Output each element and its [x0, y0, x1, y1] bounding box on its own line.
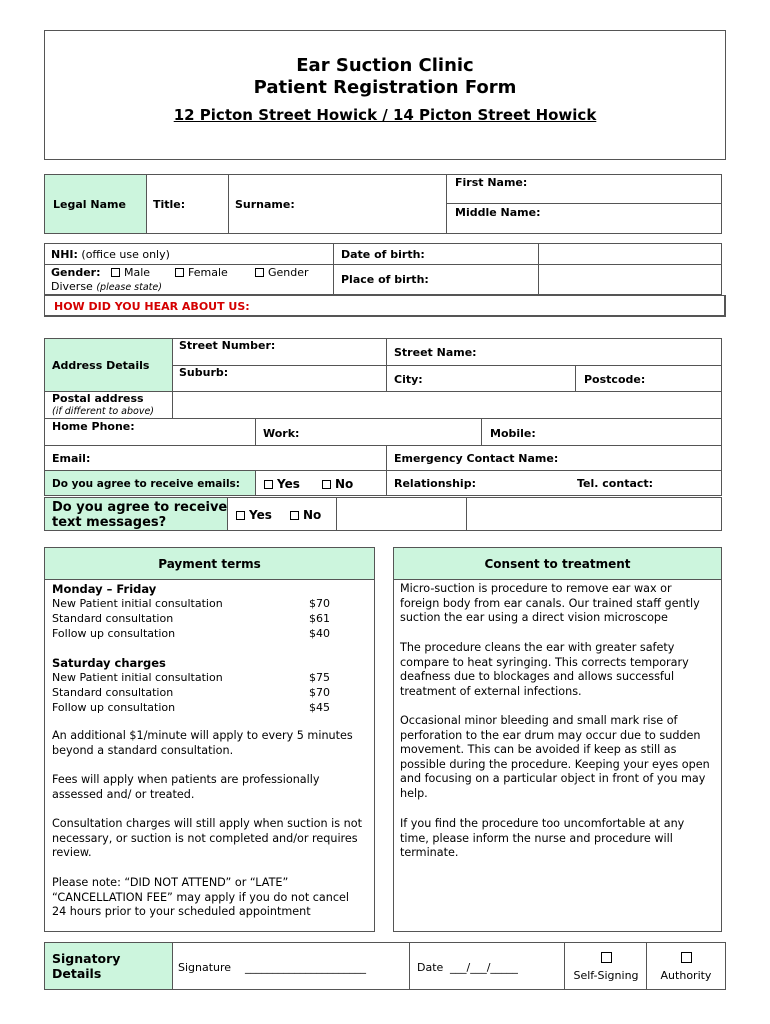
self-signing-option[interactable]: [564, 942, 647, 990]
agree-emails-label: Do you agree to receive emails:: [52, 478, 241, 490]
self-signing-label: Self-Signing: [573, 969, 639, 982]
mf-price: $61: [309, 612, 330, 625]
nhi-field[interactable]: [44, 243, 334, 265]
nhi-note: (office use only): [81, 248, 170, 261]
date-line: ___/___/_____: [450, 961, 518, 974]
payment-paragraph: An additional $1/minute will apply to every 5 minutes beyond a standard consultation.: [52, 729, 353, 757]
male-checkbox[interactable]: [111, 268, 120, 277]
mf-item: Follow up consultation: [52, 627, 176, 640]
consent-header: [394, 548, 721, 580]
pob-value[interactable]: [538, 264, 722, 295]
agree-emails-cell: [44, 470, 256, 496]
signatory-label-2: Details: [52, 966, 102, 981]
date-field[interactable]: [409, 942, 565, 990]
sat-item: New Patient initial consultation: [52, 671, 223, 684]
sat-title: Saturday charges: [52, 656, 166, 670]
city-field[interactable]: [386, 365, 576, 392]
email-label: Email:: [52, 452, 91, 465]
agree-text-label-1: Do you agree to receive: [52, 500, 228, 515]
legal-name-label: Legal Name: [53, 198, 126, 211]
mf-price: $40: [309, 627, 330, 640]
agree-text-label-2: text messages?: [52, 515, 167, 530]
mf-item: Standard consultation: [52, 612, 174, 625]
legal-name-label-cell: [44, 174, 147, 234]
work-label: Work:: [263, 427, 300, 440]
consent-panel: [393, 547, 722, 932]
gender-diverse-option[interactable]: [255, 266, 309, 280]
emergency-label: Emergency Contact Name:: [394, 452, 559, 465]
consent-title: Consent to treatment: [484, 557, 631, 571]
postal-note: (if different to above): [52, 406, 154, 417]
street-number-label: Street Number:: [179, 339, 276, 352]
text-yes-checkbox[interactable]: [236, 511, 245, 520]
emails-yes-option[interactable]: [264, 477, 300, 491]
surname-field[interactable]: [228, 174, 447, 234]
signature-line: ______________________: [245, 961, 366, 974]
diverse-checkbox[interactable]: [255, 268, 264, 277]
title-label: Title:: [153, 198, 186, 211]
pob-field[interactable]: [333, 264, 539, 295]
pob-label: Place of birth:: [341, 273, 429, 286]
female-checkbox[interactable]: [175, 268, 184, 277]
first-name-field[interactable]: [446, 174, 722, 204]
emails-yes-checkbox[interactable]: [264, 480, 273, 489]
postal-address-field[interactable]: [172, 391, 722, 419]
emails-options-cell: [255, 470, 387, 496]
header-box: [44, 30, 726, 160]
authority-checkbox[interactable]: [681, 952, 692, 963]
postcode-label: Postcode:: [584, 373, 646, 386]
nhi-label: [51, 248, 170, 262]
work-phone-field[interactable]: [255, 418, 482, 446]
sat-item: Standard consultation: [52, 686, 174, 699]
emails-no-label: No: [335, 477, 354, 491]
agree-text-cell: [44, 497, 228, 531]
diverse-line: [51, 280, 162, 295]
payment-paragraph: Fees will apply when patients are professionally assessed and/ or treated.: [52, 773, 320, 801]
tel-contact-label: Tel. contact:: [577, 477, 654, 490]
clinic-address: 12 Picton Street Howick / 14 Picton Street Howick: [173, 106, 597, 124]
signatory-label-1: Signatory: [52, 951, 121, 966]
text-yes-label: Yes: [249, 508, 272, 522]
nhi-text: NHI:: [51, 248, 78, 261]
consent-paragraph: If you find the procedure too uncomfortable at any time, please inform the nurse and procedure will terminate.: [400, 817, 685, 860]
home-phone-field[interactable]: [44, 418, 256, 446]
emergency-contact-field[interactable]: [386, 445, 722, 471]
mobile-field[interactable]: [481, 418, 722, 446]
dob-field[interactable]: [333, 243, 539, 265]
address-label-cell: [44, 338, 173, 392]
authority-label: Authority: [660, 969, 712, 982]
emails-no-checkbox[interactable]: [322, 480, 331, 489]
mf-item: New Patient initial consultation: [52, 597, 223, 610]
mobile-label: Mobile:: [490, 427, 536, 440]
relationship-field[interactable]: [386, 470, 722, 496]
payment-paragraph: Please note: “DID NOT ATTEND” or “LATE” “CANCELLATION FEE” may apply if you do not cancel 24 hours prior to your scheduled appointment: [52, 876, 350, 919]
mf-title: Monday – Friday: [52, 582, 157, 596]
form-title: Patient Registration Form: [253, 77, 517, 98]
text-no-checkbox[interactable]: [290, 511, 299, 520]
self-signing-checkbox[interactable]: [601, 952, 612, 963]
date-label: Date: [417, 961, 444, 974]
signature-label: Signature: [178, 961, 232, 974]
please-state-note: (please state): [96, 282, 162, 293]
text-yes-option[interactable]: [236, 508, 272, 522]
diverse-label-b: Diverse: [51, 280, 93, 293]
street-name-field[interactable]: [386, 338, 722, 366]
payment-terms-title: Payment terms: [158, 557, 261, 571]
text-options-cell: [227, 497, 337, 531]
postal-label: Postal address: [52, 392, 144, 405]
relationship-label: Relationship:: [394, 477, 476, 490]
postal-label-cell: [44, 391, 173, 419]
email-field[interactable]: [44, 445, 387, 471]
signatory-label-cell: [44, 942, 173, 990]
dob-value[interactable]: [538, 243, 722, 265]
consent-paragraph: Micro-suction is procedure to remove ear wax or foreign body from ear canals. Our trained staff gently suction the ear using a direct vision microscope: [400, 582, 700, 625]
hear-about-label: HOW DID YOU HEAR ABOUT US:: [54, 300, 250, 313]
gender-female-option[interactable]: [175, 266, 228, 280]
street-name-label: Street Name:: [394, 346, 477, 359]
mf-price: $70: [309, 597, 330, 610]
suburb-label: Suburb:: [179, 366, 229, 379]
emails-yes-label: Yes: [277, 477, 300, 491]
address-label: Address Details: [52, 359, 150, 372]
sat-price: $75: [309, 671, 330, 684]
text-blank-cell-1: [336, 497, 467, 531]
payment-paragraph: Consultation charges will still apply when suction is not necessary, or suction is not completed and/or requires review.: [52, 817, 362, 860]
payment-terms-header: [45, 548, 374, 580]
sat-price: $70: [309, 686, 330, 699]
suburb-field[interactable]: [172, 365, 387, 392]
text-no-label: No: [303, 508, 322, 522]
text-no-option[interactable]: [290, 508, 321, 522]
city-label: City:: [394, 373, 423, 386]
title-field[interactable]: [146, 174, 229, 234]
consent-paragraph: The procedure cleans the ear with greater safety compare to heat syringing. This corrects temporary deafness due to blockages and allows successful treatment of external infections.: [400, 641, 689, 698]
gender-male-option[interactable]: [111, 266, 150, 280]
text-blank-cell-2: [466, 497, 722, 531]
first-name-label: First Name:: [455, 176, 528, 189]
gender-field: [44, 264, 334, 295]
male-label: Male: [124, 266, 151, 279]
middle-name-field[interactable]: [446, 203, 722, 234]
payment-terms-panel: [44, 547, 375, 932]
street-number-field[interactable]: [172, 338, 387, 366]
home-phone-label: Home Phone:: [52, 420, 135, 433]
postcode-field[interactable]: [575, 365, 722, 392]
signature-field[interactable]: [172, 942, 410, 990]
consent-paragraph: Occasional minor bleeding and small mark rise of perforation to the ear drum may occur due to sudden movement. This can be avoided if keep as still as possible during the procedure. Keeping your eyes open and focusing on a particular object in front of you may help.: [400, 714, 710, 800]
authority-option[interactable]: [646, 942, 726, 990]
middle-name-label: Middle Name:: [455, 206, 541, 219]
sat-item: Follow up consultation: [52, 701, 176, 714]
dob-label: Date of birth:: [341, 248, 425, 261]
sat-price: $45: [309, 701, 330, 714]
surname-label: Surname:: [235, 198, 295, 211]
emails-no-option[interactable]: [322, 477, 353, 491]
hear-about-field[interactable]: [44, 295, 726, 317]
clinic-title: Ear Suction Clinic: [296, 55, 474, 76]
gender-label: Gender:: [51, 266, 101, 279]
diverse-label-a: Gender: [268, 266, 309, 279]
female-label: Female: [188, 266, 228, 279]
